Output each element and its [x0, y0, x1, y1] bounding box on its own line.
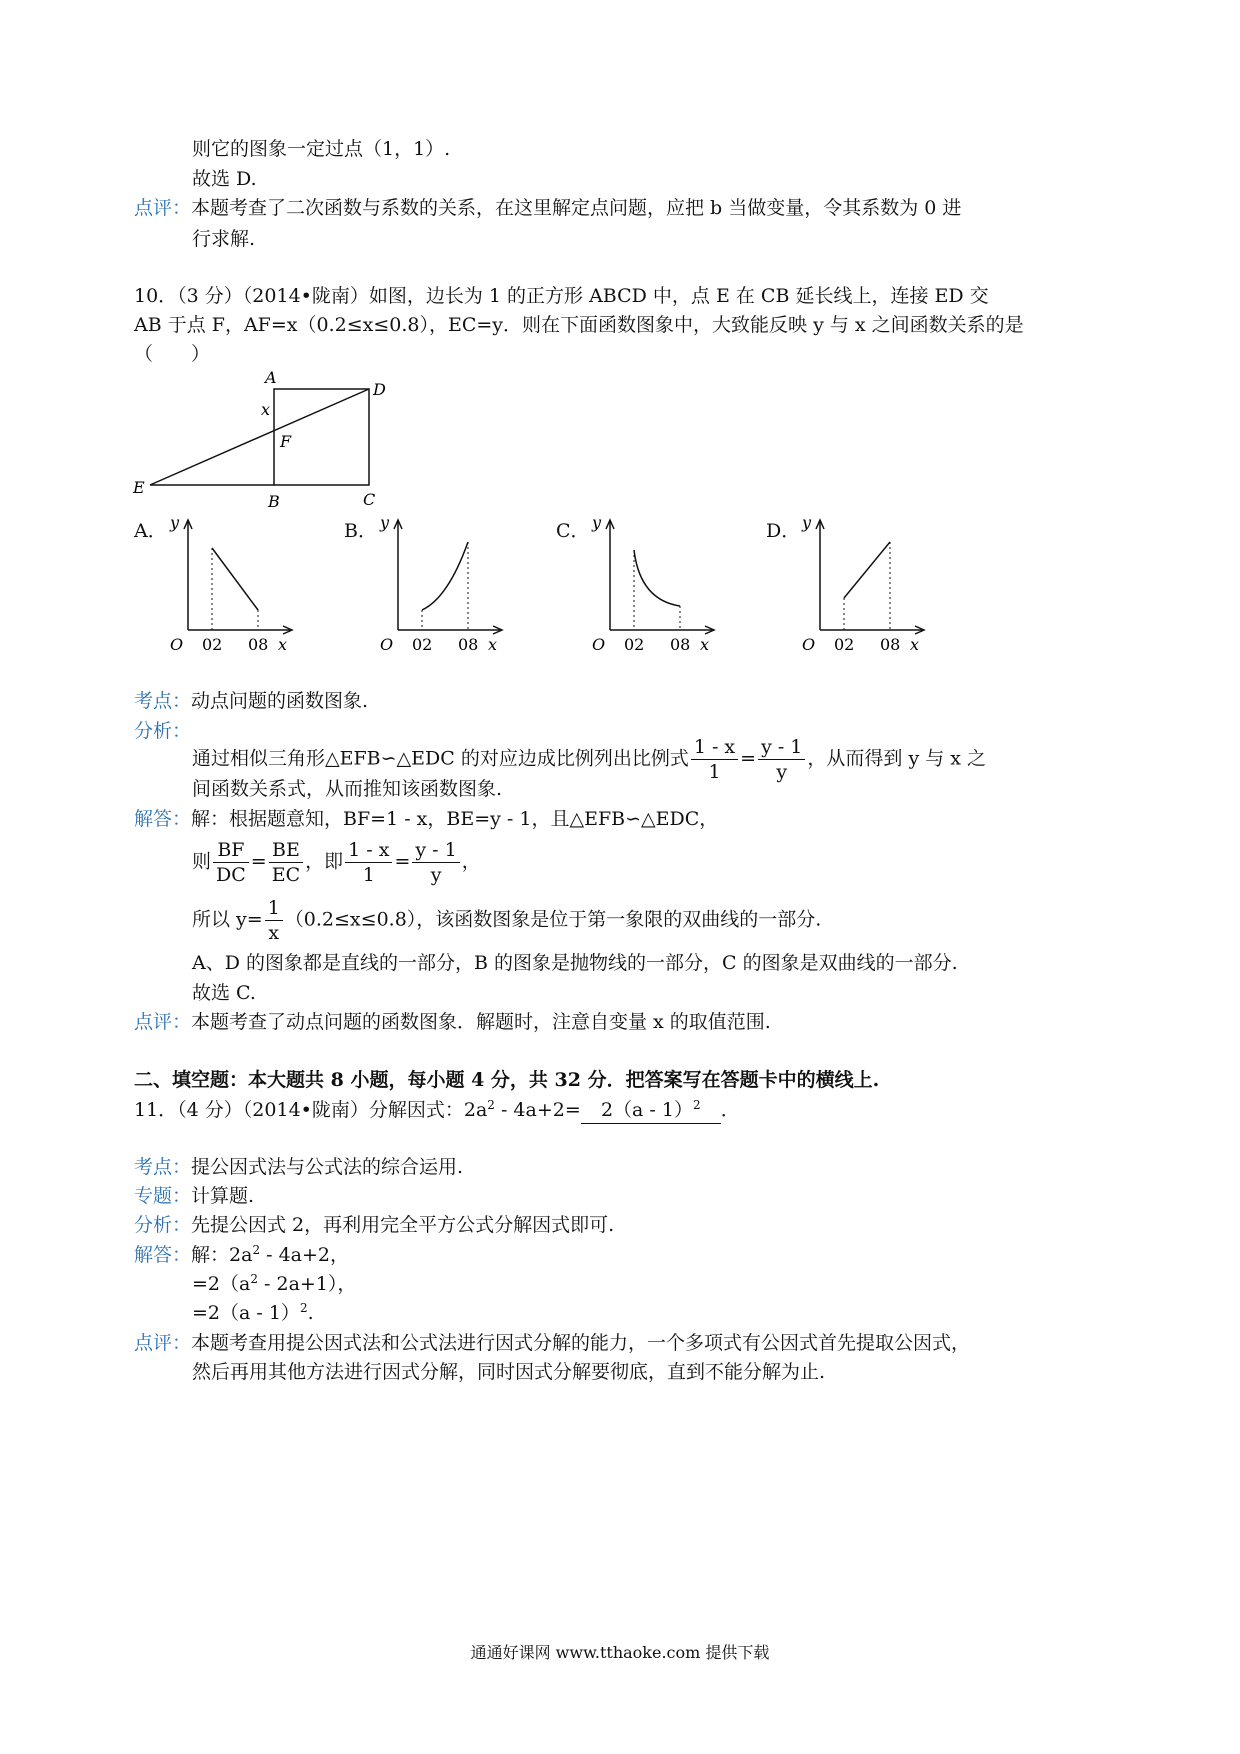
- fenxi-post: ，从而得到 y 与 x 之: [807, 747, 987, 770]
- kaodian-text: 动点问题的函数图象.: [191, 690, 369, 712]
- prev-review-cont: 行求解.: [192, 228, 256, 250]
- x-axis-label: x: [488, 635, 498, 654]
- fenxi-pre: 通过相似三角形△EFB∽△EDC 的对应边成比例列出比例式: [192, 747, 689, 770]
- q10-fenxi-label: [134, 718, 191, 744]
- kaodian-text: 提公因式法与公式法的综合运用.: [191, 1156, 464, 1178]
- zhuanti-label: 专题：: [134, 1185, 192, 1207]
- fraction-bf-dc: [213, 838, 249, 887]
- sup: 2: [487, 1098, 495, 1112]
- q11-stem: [134, 1097, 740, 1124]
- fenxi-label: 分析：: [134, 720, 192, 742]
- frac-den: 1: [362, 864, 375, 886]
- function-curve: [422, 542, 468, 610]
- q10-jieda-line-1: [134, 806, 718, 832]
- label-x: x: [261, 400, 271, 419]
- origin-label: O: [380, 635, 394, 654]
- y-axis-label: y: [592, 513, 602, 532]
- frac-den: y: [776, 761, 788, 783]
- step-pre: 解：2a: [191, 1244, 253, 1266]
- review-text: 本题考查用提公因式法和公式法进行因式分解的能力，一个多项式有公因式首先提取公因式，: [191, 1332, 971, 1354]
- q10-stem-line-1: 10．（3 分）（2014•陇南）如图，边长为 1 的正方形 ABCD 中，点 E 在 CB 延长线上，连接 ED 交: [134, 285, 989, 307]
- function-curve: [212, 548, 258, 610]
- tick-label-08: 08: [670, 635, 691, 654]
- fraction-1-x: [265, 896, 283, 945]
- frac-num: BF: [213, 838, 249, 863]
- fraction-ym1-y: [412, 838, 459, 887]
- q11-jieda-step-2: [192, 1271, 356, 1297]
- frac-num: 1: [265, 896, 283, 921]
- fraction-be-ec: [269, 838, 303, 887]
- review-label: 点评：: [134, 1332, 192, 1354]
- review-text: 本题考查了二次函数与系数的关系，在这里解定点问题，应把 b 当做变量，令其系数为 0 进: [191, 197, 962, 219]
- q11-kaodian: [134, 1154, 463, 1180]
- fenxi-label: 分析：: [134, 1214, 192, 1236]
- x-axis-label: x: [910, 635, 920, 654]
- fraction-1mx-1: [345, 838, 392, 887]
- q11-jieda-step-3: [192, 1300, 314, 1326]
- frac-num: y - 1: [758, 735, 805, 760]
- option-label: B．: [344, 520, 377, 542]
- option-label: A．: [134, 520, 167, 542]
- fenxi-fraction-1: [691, 735, 738, 784]
- frac-num: 1 - x: [345, 838, 392, 863]
- equals: =: [250, 850, 267, 873]
- frac-den: x: [268, 922, 280, 944]
- q10-jieda-line-4: A、D 的图象都是直线的一部分，B 的图象是抛物线的一部分，C 的图象是双曲线的一部分.: [192, 952, 958, 974]
- q11-answer-blank: [581, 1097, 721, 1124]
- suoyi-post: （0.2≤x≤0.8），该函数图象是位于第一象限的双曲线的一部分.: [284, 908, 822, 931]
- comma: ，: [461, 850, 481, 873]
- section-2-heading: 二、填空题：本大题共 8 小题，每小题 4 分，共 32 分．把答案写在答题卡中的横线上.: [134, 1069, 880, 1091]
- label-c: C: [363, 490, 376, 509]
- step-post: - 4a+2，: [260, 1244, 350, 1266]
- jieda-label: 解答：: [134, 808, 192, 830]
- origin-label: O: [802, 635, 816, 654]
- tick-label-08: 08: [458, 635, 479, 654]
- option-graph: [796, 508, 966, 658]
- q10-kaodian: [134, 688, 368, 714]
- frac-den: EC: [271, 864, 301, 886]
- label-a: A: [265, 368, 277, 387]
- q10-stem-line-2: AB 于点 F，AF=x（0.2≤x≤0.8），EC=y．则在下面函数图象中，大致能反映 y 与 x 之间函数关系的是: [134, 314, 1024, 336]
- option-graph: [164, 508, 334, 658]
- prev-review: [134, 195, 961, 221]
- q11-post: ．: [720, 1099, 740, 1121]
- option-label: D．: [766, 520, 801, 542]
- option-graph: [374, 508, 544, 658]
- ze: 则: [192, 850, 212, 873]
- frac-num: 1 - x: [691, 735, 738, 760]
- review-text: 本题考查了动点问题的函数图象．解题时，注意自变量 x 的取值范围.: [191, 1011, 771, 1033]
- sup: 2: [299, 1301, 308, 1315]
- q11-pre: 11．（4 分）（2014•陇南）分解因式：2a: [134, 1099, 488, 1121]
- tick-label-08: 08: [880, 635, 901, 654]
- sup: 2: [252, 1243, 261, 1257]
- fenxi-text: 先提公因式 2，再利用完全平方公式分解因式即可.: [191, 1214, 615, 1236]
- y-axis-label: y: [380, 513, 390, 532]
- frac-den: y: [430, 864, 442, 886]
- sup: 2: [692, 1098, 701, 1112]
- equals: =: [394, 850, 411, 873]
- prev-line-2: 故选 D.: [192, 168, 257, 190]
- y-axis-label: y: [170, 513, 180, 532]
- equals: =: [740, 747, 757, 770]
- review-label: 点评：: [134, 197, 192, 219]
- q11-review-line-2: 然后再用其他方法进行因式分解，同时因式分解要彻底，直到不能分解为止.: [192, 1361, 826, 1383]
- label-d: D: [373, 380, 386, 399]
- ji: ，即: [305, 850, 344, 873]
- step-pre: =2（a - 1）: [192, 1302, 300, 1324]
- q10-fenxi-line-2: 间函数关系式，从而推知该函数图象.: [192, 778, 503, 800]
- x-axis-label: x: [278, 635, 288, 654]
- q10-jieda-line-3: [192, 896, 821, 945]
- tick-label-02: 02: [202, 635, 223, 654]
- frac-den: DC: [216, 864, 246, 886]
- y-axis-label: y: [802, 513, 812, 532]
- kaodian-label: 考点：: [134, 690, 192, 712]
- frac-num: BE: [269, 838, 303, 863]
- jieda-text: 解：根据题意知，BF=1 - x，BE=y - 1，且△EFB∽△EDC，: [191, 808, 719, 830]
- review-label: 点评：: [134, 1011, 192, 1033]
- tick-label-08: 08: [248, 635, 269, 654]
- segment-ed: [150, 389, 369, 485]
- tick-label-02: 02: [624, 635, 645, 654]
- tick-label-02: 02: [834, 635, 855, 654]
- option-graph: [586, 508, 756, 658]
- q11-fenxi: [134, 1212, 614, 1238]
- function-curve: [844, 542, 890, 598]
- fenxi-fraction-2: [758, 735, 805, 784]
- zhuanti-text: 计算题.: [191, 1185, 255, 1207]
- step-post: .: [307, 1302, 314, 1324]
- option-label: C．: [556, 520, 590, 542]
- step-post: - 2a+1），: [257, 1273, 357, 1295]
- q10-review: [134, 1009, 771, 1035]
- q10-jieda-line-2: [192, 838, 481, 887]
- jieda-label: 解答：: [134, 1244, 192, 1266]
- q11-review-line-1: [134, 1330, 970, 1356]
- q10-stem-line-3: （ ）: [134, 343, 211, 365]
- q11-jieda-step-1: [134, 1242, 349, 1268]
- tick-label-02: 02: [412, 635, 433, 654]
- q11-zhuanti: [134, 1183, 254, 1209]
- kaodian-label: 考点：: [134, 1156, 192, 1178]
- step-pre: =2（a: [192, 1273, 251, 1295]
- frac-den: 1: [708, 761, 721, 783]
- sup: 2: [250, 1272, 258, 1286]
- q11-answer: 2（a - 1）: [600, 1099, 693, 1121]
- page-footer: 通通好课网 www.tthaoke.com 提供下载: [470, 1643, 770, 1662]
- square-figure: [125, 365, 395, 515]
- origin-label: O: [592, 635, 606, 654]
- function-curve: [634, 550, 680, 606]
- suoyi: 所以 y=: [192, 908, 263, 931]
- prev-line-1: 则它的图象一定过点（1，1）.: [192, 138, 451, 160]
- label-e: E: [133, 478, 145, 497]
- origin-label: O: [170, 635, 184, 654]
- frac-num: y - 1: [412, 838, 459, 863]
- label-b: B: [268, 492, 280, 511]
- q10-jieda-line-5: 故选 C.: [192, 982, 256, 1004]
- x-axis-label: x: [700, 635, 710, 654]
- q11-mid: - 4a+2=: [494, 1099, 581, 1121]
- label-f: F: [280, 432, 292, 451]
